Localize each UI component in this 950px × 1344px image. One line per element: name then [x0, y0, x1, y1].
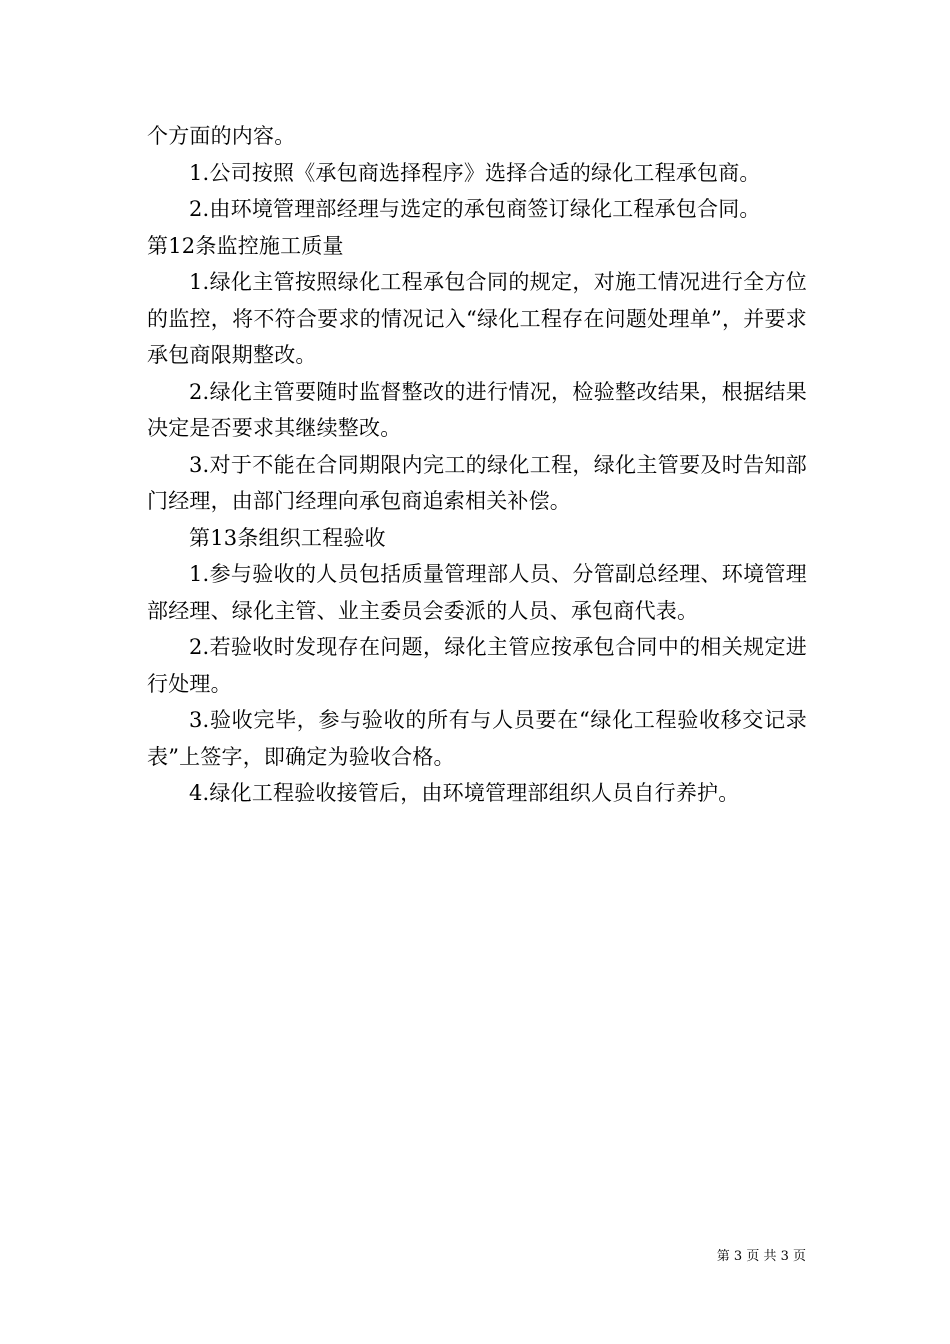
- article-13-heading: 第13条组织工程验收: [189, 525, 386, 550]
- document-body: [147, 118, 807, 812]
- paragraph-intro-continuation: 个方面的内容。: [147, 124, 296, 148]
- paragraph-item-select-contractor: 1.公司按照《承包商选择程序》选择合适的绿化工程承包商。: [189, 160, 761, 185]
- paragraph-item-maintenance: 4.绿化工程验收接管后，由环境管理部组织人员自行养护。: [189, 781, 740, 805]
- page-number-footer: 第 3 页 共 3 页: [716, 1249, 806, 1264]
- paragraph-item-monitor: 1.绿化主管按照绿化工程承包合同的规定，对施工情况进行全方位的监控，将不符合要求的情况记入“绿化工程存在问题处理单”，并要求承包商限期整改。: [147, 270, 807, 367]
- paragraph-item-acceptance-issues: 2.若验收时发现存在问题，绿化主管应按承包合同中的相关规定进行处理。: [147, 635, 807, 696]
- paragraph-item-overdue-compensation: 3.对于不能在合同期限内完工的绿化工程，绿化主管要及时告知部门经理，由部门经理向承包商追索相关补偿。: [147, 452, 807, 513]
- paragraph-item-acceptance-signoff: 3.验收完毕，参与验收的所有与人员要在“绿化工程验收移交记录表”上签字，即确定为验收合格。: [147, 708, 807, 769]
- paragraph-item-sign-contract: 2.由环境管理部经理与选定的承包商签订绿化工程承包合同。: [189, 197, 761, 221]
- paragraph-item-supervise-rectification: 2.绿化主管要随时监督整改的进行情况，检验整改结果，根据结果决定是否要求其继续整改。: [147, 379, 807, 440]
- article-12-heading: 第12条监控施工质量: [147, 233, 344, 258]
- paragraph-item-acceptance-members: 1.参与验收的人员包括质量管理部人员、分管副总经理、环境管理部经理、绿化主管、业主委员会委派的人员、承包商代表。: [147, 562, 807, 623]
